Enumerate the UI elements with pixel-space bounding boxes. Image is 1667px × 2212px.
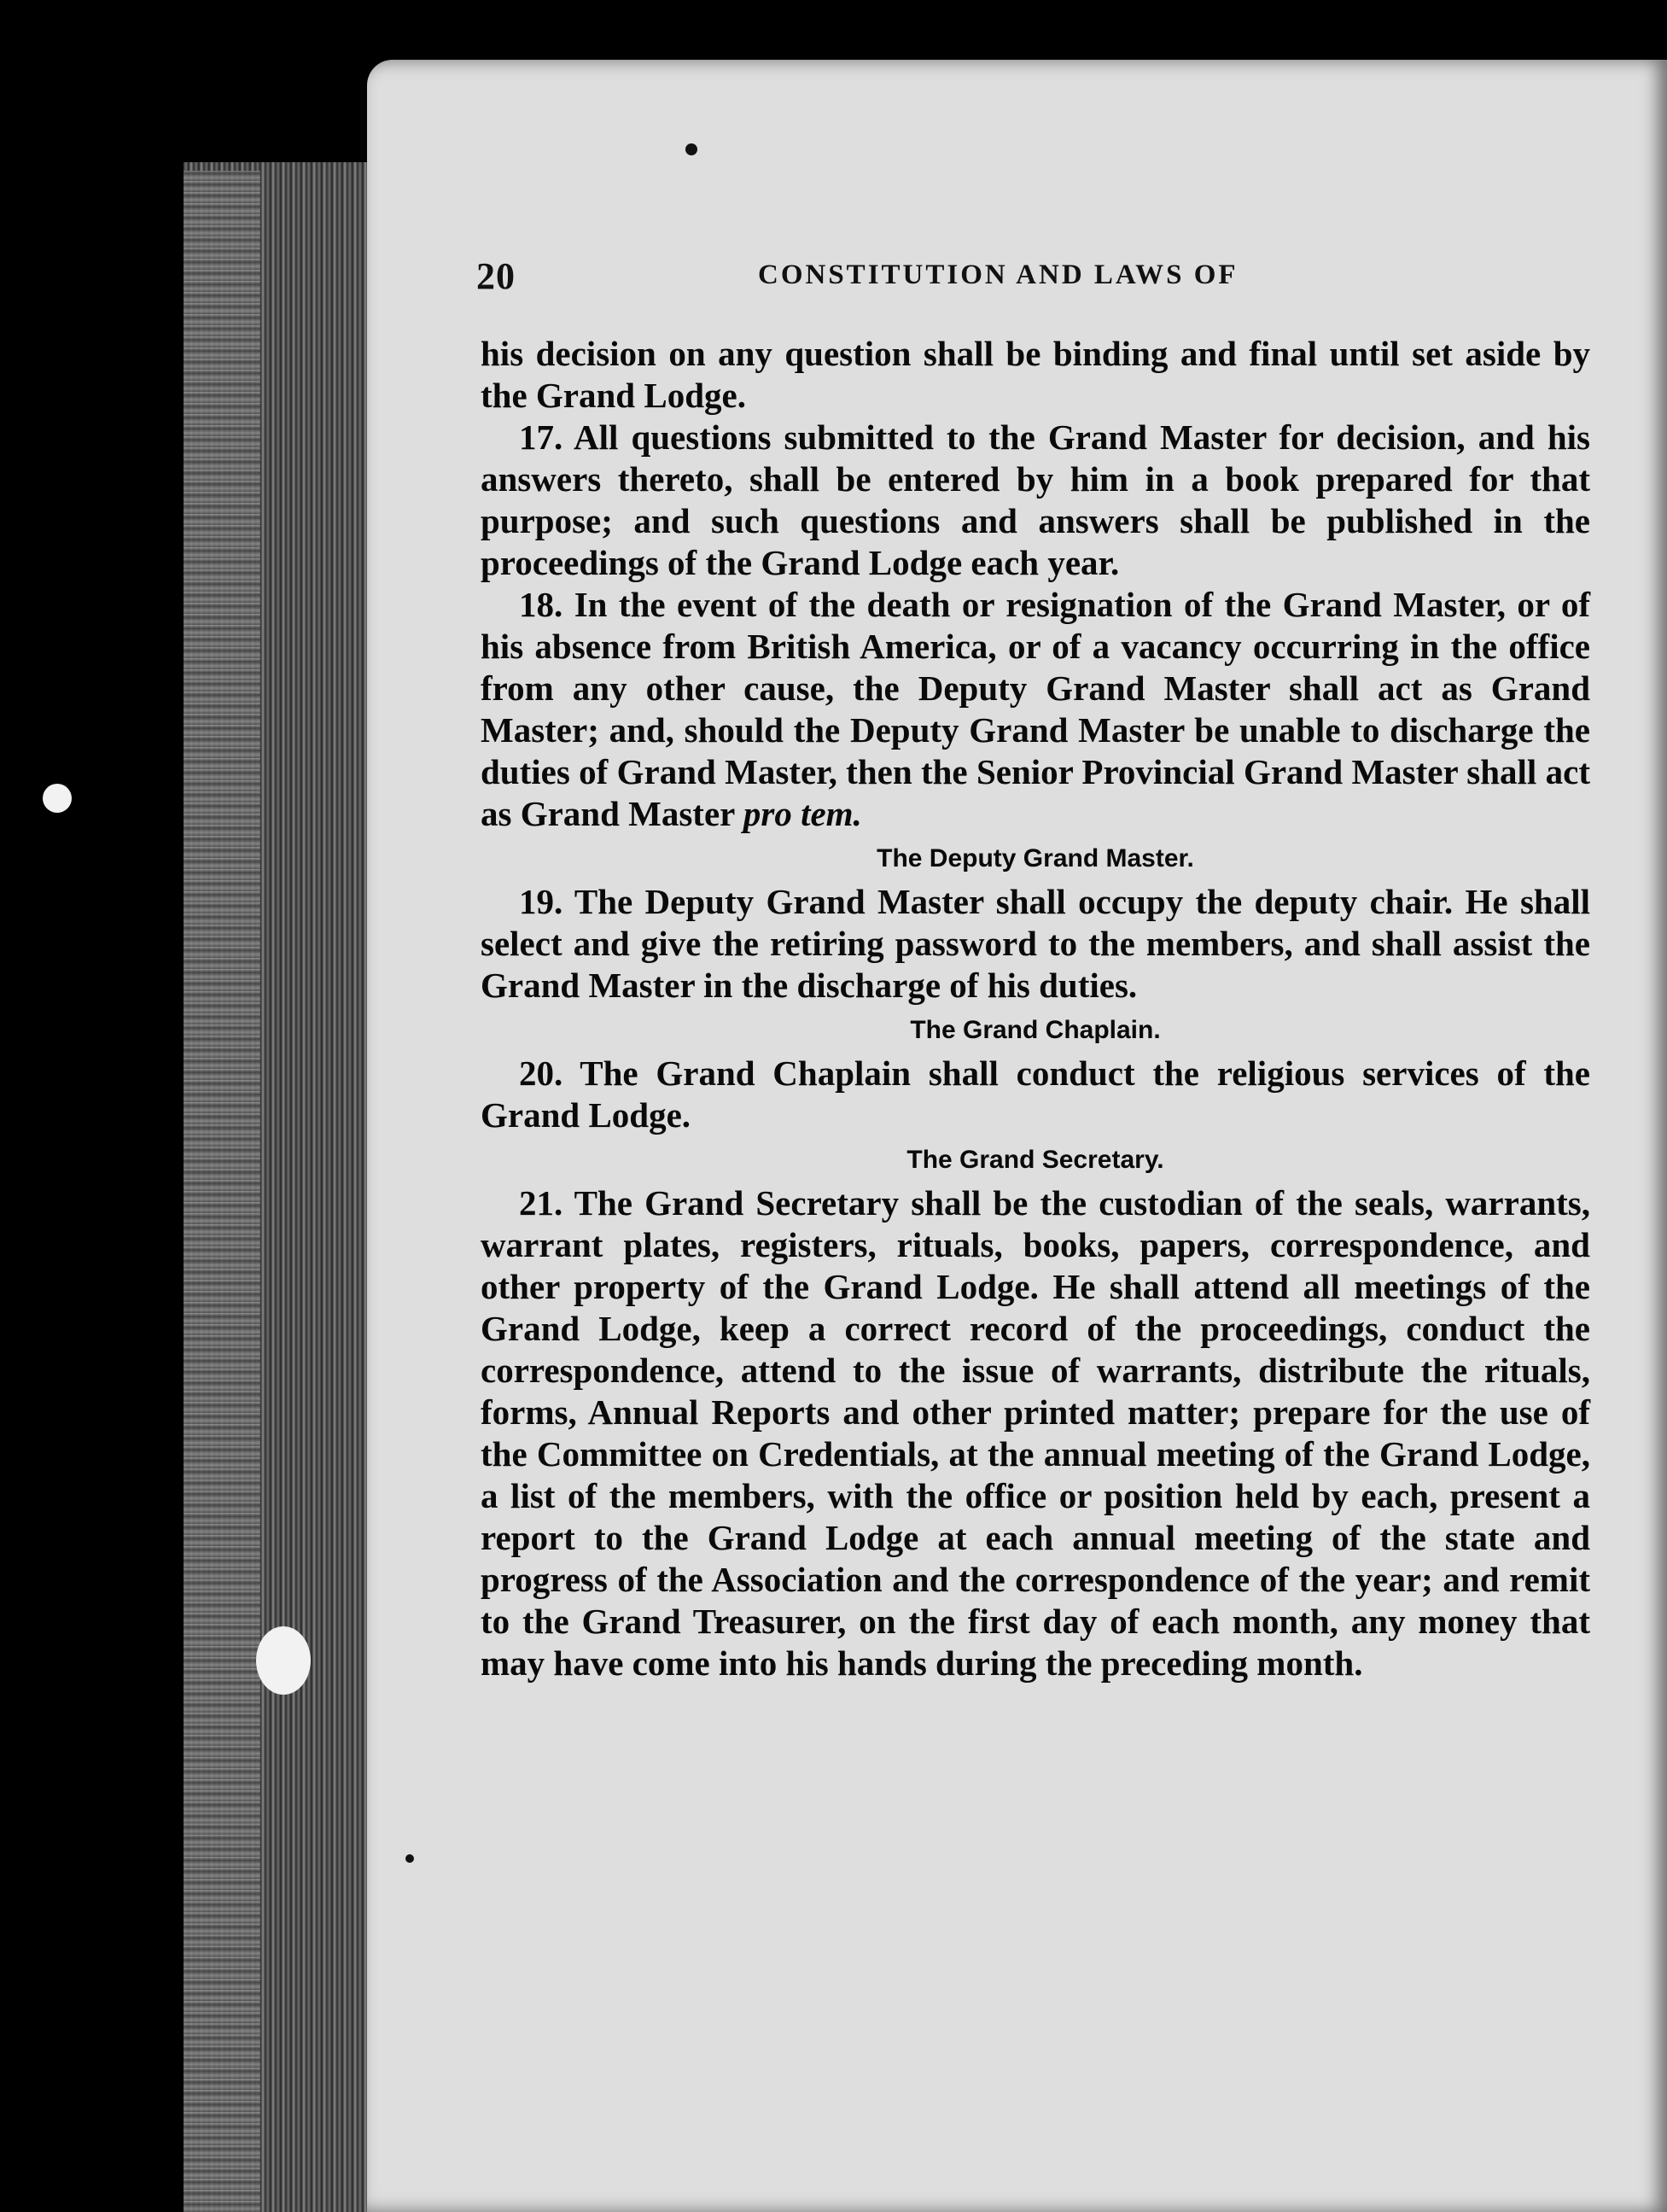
speck-bottom [405,1854,414,1863]
paragraph-continued: his decision on any question shall be binding and final until set aside by the Grand Lodge. [481,334,1590,415]
speck-top [685,143,697,155]
book-spine-edges [184,171,260,2212]
section-19: 19. The Deputy Grand Master shall occupy the deputy chair. He shall select and give the retiring password to the members, and shall assist the Grand Master in the discharge of his duties. [481,882,1590,1005]
section-21: 21. The Grand Secretary shall be the custodian of the seals, warrants, warrant plates, registers, rituals, books, papers, correspondence, and other property of the Grand Lodge. He shall attend all meetings of the Grand Lodge, keep a correct record of the proceedings, conduct the correspondence, attend to the issue of warrants, distribute the rituals, forms, Annual Reports and other printed matter; prepare for the use of the Committee on Credentials, at the annual meeting of the Grand Lodge, a list of the members, with the office or position held by each, present a report to the Grand Lodge at each annual meeting of the state and progress of the Association and the correspondence of the year; and remit to the Grand Treasurer, on the first day of each month, any money that may have come into his hands during the preceding month. [481,1183,1590,1683]
heading-grand-chaplain: The Grand Chaplain. [910,1016,1161,1044]
heading-grand-secretary: The Grand Secretary. [906,1146,1164,1174]
page-header [476,254,1590,306]
punch-hole-top [43,784,72,813]
section-18-text: 18. In the event of the death or resignation of the Grand Master, or of his absence from British America, or of a vacancy occurring in the office from any other cause, the Deputy Grand Master shall act as Grand Master; and, should the Deputy Grand Master be unable to discharge the duties of Grand Master, then the Senior Provincial Grand Master shall act as Grand Master [481,585,1590,833]
page-body [481,333,1590,1684]
section-18 [481,584,1590,835]
running-head: CONSTITUTION AND LAWS OF [758,260,1239,290]
punch-hole-middle [256,1626,311,1695]
page-number: 20 [476,255,516,297]
section-17: 17. All questions submitted to the Grand Master for decision, and his answers thereto, shall be entered by him in a book prepared for that purpose; and such questions and answers shall be published in the proceedings of the Grand Lodge each year. [481,417,1590,582]
heading-deputy-grand-master: The Deputy Grand Master. [877,844,1194,873]
section-20: 20. The Grand Chaplain shall conduct the religious services of the Grand Lodge. [481,1053,1590,1135]
section-18-italic: pro tem. [743,794,862,833]
